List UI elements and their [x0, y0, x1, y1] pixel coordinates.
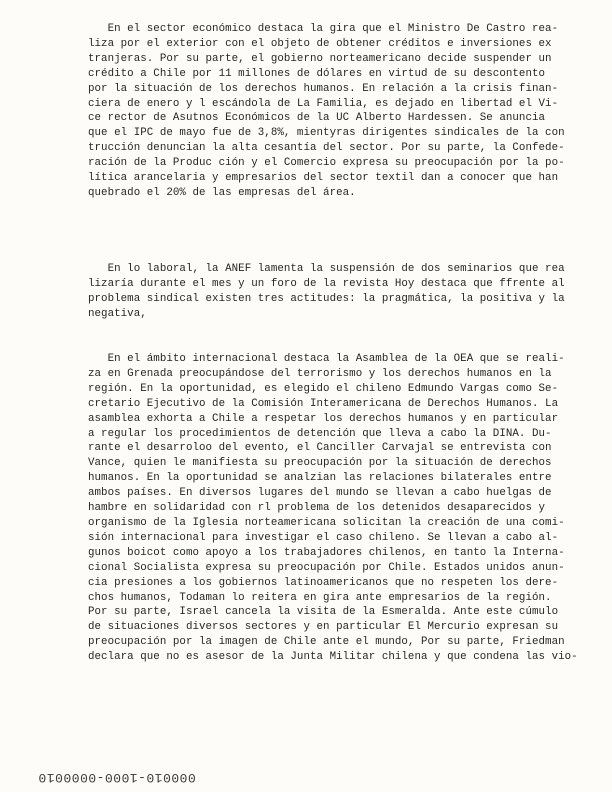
text-line: ce rector de Asutnos Económicos de la UC Alberto Hardessen. Se anuncia	[88, 112, 546, 125]
text-line: ciera de enero y l escándola de La Familia, es dejado en libertad el Vi-	[88, 97, 559, 110]
text-line: humanos. En la oportunidad se analzian las relaciones bilaterales entre	[88, 472, 552, 485]
text-line: problema sindical existen tres actitudes: la pragmática, la positiva y la	[88, 292, 565, 305]
text-line: trucción denuncian la alta cesantía del sector. Por su parte, la Confede-	[88, 142, 565, 155]
text-line: asamblea exhorta a Chile a respetar los derechos humanos y en particular	[88, 412, 559, 425]
text-line: a regular los procedimientos de detención que lleva a cabo la DINA. Du-	[88, 427, 552, 440]
text-line: En el ámbito internacional destaca la Asamblea de la OEA que se reali-	[88, 353, 565, 365]
text-line: Por su parte, Israel cancela la visita de la Esmeralda. Ante este cúmulo	[88, 606, 559, 619]
paragraph-labor-sector	[88, 262, 604, 322]
text-line: declara que no es asesor de la Junta Militar chilena y que condena las vio-	[88, 651, 578, 664]
text-line: lizaría durante el mes y un foro de la revista Hoy destaca que ffrente al	[88, 277, 565, 290]
text-line: En el sector económico destaca la gira que el Ministro De Castro rea-	[88, 23, 559, 35]
text-line: por la situación de los derechos humanos. En relación a la crisis finan-	[88, 82, 559, 95]
text-line: quebrado el 20% de las empresas del área.	[88, 186, 356, 199]
paragraph-international-sector	[88, 352, 604, 665]
text-line: sión internacional para investigar el caso chileno. Se llevan a cabo al-	[88, 531, 559, 544]
text-line: región. En la oportunidad, es elegido el chileno Edmundo Vargas como Se-	[88, 382, 559, 395]
text-line: cional Socialista expresa su preocupación por Chile. Estados unidos anun-	[88, 561, 565, 574]
text-line: En lo laboral, la ANEF lamenta la suspensión de dos seminarios que rea	[88, 263, 565, 275]
text-line: crédito a Chile por 11 millones de dólares en virtud de su descontento	[88, 67, 546, 80]
text-line: Vance, quien le manifiesta su preocupación por la situación de derechos	[88, 457, 552, 470]
text-line: rante el desarroloo del evento, el Canciller Carvajal se entrevista con	[88, 442, 552, 455]
text-line: hambre en solidaridad con rl problema de los detenidos desaparecidos y	[88, 502, 546, 515]
text-line: liza por el exterior con el objeto de obtener créditos e inversiones ex	[88, 37, 552, 50]
text-line: ración de la Produc ción y el Comercio expresa su preocupación por la po-	[88, 157, 565, 170]
text-line: za en Grenada preocupándose del terrorismo y los derechos humanos en la	[88, 367, 552, 380]
archive-code: 000010-1000-0000010	[38, 770, 196, 785]
paragraph-economic-sector	[88, 22, 604, 201]
text-line: de situaciones diversos sectores y en particular El Mercurio expresan su	[88, 621, 559, 634]
text-line: chos humanos, Todaman lo reitera en gira ante empresarios de la región.	[88, 591, 552, 604]
text-line: tranjeras. Por su parte, el gobierno norteamericano decide suspender un	[88, 52, 552, 65]
text-line: lítica arancelaria y empresarios del sector textil dan a conocer que han	[88, 172, 559, 185]
text-line: ambos países. En diversos lugares del mundo se llevan a cabo huelgas de	[88, 487, 552, 500]
text-line: negativa,	[88, 307, 147, 320]
text-line: cretario Ejecutivo de la Comisión Interamericana de Derechos Humanos. La	[88, 397, 559, 410]
text-line: organismo de la Iglesia norteamericana solicitan la creación de una comi-	[88, 516, 565, 529]
text-line: que el IPC de mayo fue de 3,8%, mientyras dirigentes sindicales de la con	[88, 127, 565, 140]
text-line: cia presiones a los gobiernos latinoamericanos que no respeten los dere-	[88, 576, 559, 589]
text-line: preocupación por la imagen de Chile ante el mundo, Por su parte, Friedman	[88, 636, 565, 649]
text-line: gunos boicot como apoyo a los trabajadores chilenos, en tanto la Interna-	[88, 546, 565, 559]
